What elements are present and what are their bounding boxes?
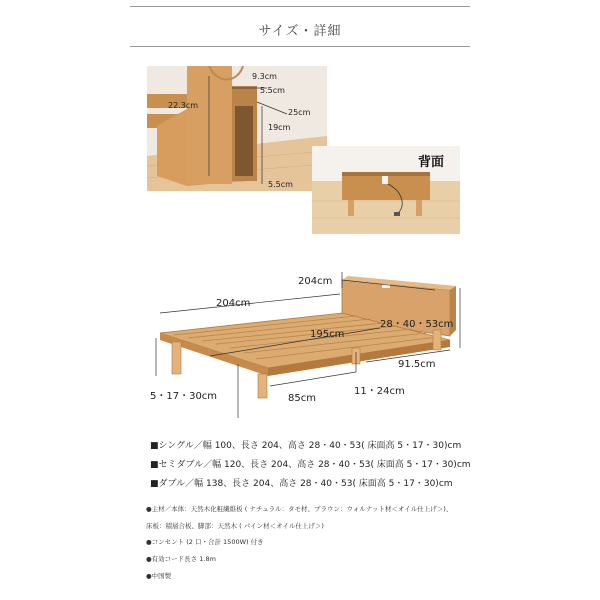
dim-label-5-5-bottom: 5.5cm <box>268 180 293 189</box>
page-title: サイズ・詳細 <box>258 24 342 39</box>
spec-semi-double: ■セミダブル／幅 120、長さ 204、高さ 28・40・53( 床面高 5・17・30)cm <box>150 460 471 470</box>
note-origin: ●中国製 <box>146 572 172 580</box>
spec-single: ■シングル／幅 100、長さ 204、高さ 28・40・53( 床面高 5・17・30)cm <box>150 441 462 451</box>
spec-double: ■ダブル／幅 138、長さ 204、高さ 28・40・53( 床面高 5・17・30)cm <box>150 479 453 489</box>
note-outlet: ●コンセント (2 口・合計 1500W) 付き <box>146 538 264 546</box>
dim-label-9-3: 9.3cm <box>252 72 277 81</box>
dim-label-5-5-top: 5.5cm <box>260 86 285 95</box>
dim-label-85: 85cm <box>288 393 316 404</box>
dim-label-25: 25cm <box>288 108 311 117</box>
dim-label-floor-height: 5・17・30cm <box>150 391 218 402</box>
dim-label-heights: 28・40・53cm <box>380 319 454 330</box>
dim-label-19: 19cm <box>268 123 291 132</box>
note-cord-length: ●有効コード長さ 1.8m <box>146 555 216 563</box>
dim-label-leg-11-24: 11・24cm <box>354 386 405 397</box>
title-rule <box>130 46 470 47</box>
dim-label-width-91-5: 91.5cm <box>398 359 436 370</box>
note-materials-2: 床板：積層合板、脚部：天然木 ( パイン材＜オイル仕上げ＞) <box>146 522 324 530</box>
note-materials-1: ●主材／本体：天然木化粧繊維板 ( ナチュラル：タモ材、ブラウン：ウォルナット材＜オイル仕上げ＞)、 <box>146 505 453 513</box>
back-view-label: 背面 <box>418 155 445 170</box>
headboard-detail-photo <box>147 66 327 191</box>
dim-label-length-side: 204cm <box>216 298 251 309</box>
top-rule <box>130 6 470 7</box>
dim-label-inner-length: 195cm <box>310 329 345 340</box>
dim-label-length-headboard: 204cm <box>298 276 333 287</box>
dim-label-22-3: 22.3cm <box>168 101 199 110</box>
